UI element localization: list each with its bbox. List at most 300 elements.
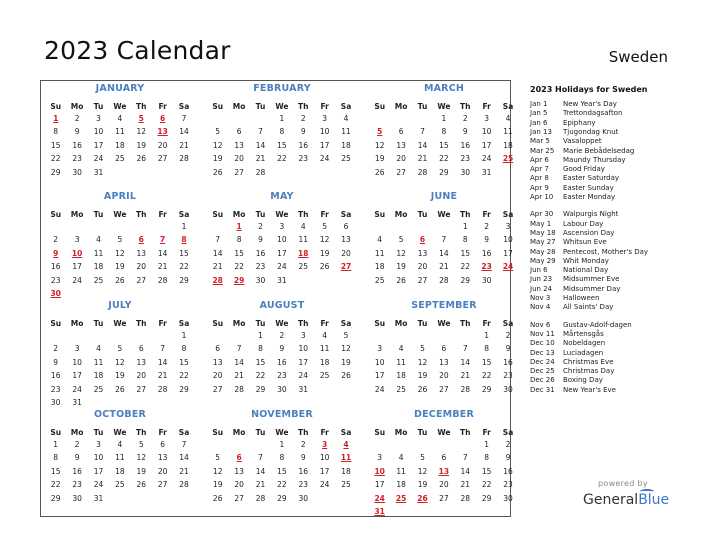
weekday-label: Th [298, 102, 309, 111]
weekday-label: Th [136, 428, 147, 437]
holiday-date: 10 [374, 466, 385, 476]
holiday-name: Luciadagen [563, 348, 604, 357]
week-row [207, 126, 357, 139]
day-cell: 15 [481, 466, 492, 476]
day-cell: 26 [396, 275, 406, 285]
day-cell: 8 [258, 344, 263, 354]
empty-cell [314, 384, 335, 397]
day-cell: 5 [215, 127, 221, 137]
day-cell: 6 [138, 344, 144, 354]
day-cell: 18 [503, 140, 513, 150]
month-name: MAY [270, 191, 294, 202]
day-cell: 18 [374, 262, 385, 272]
weekday-label: Sa [340, 319, 352, 328]
month-november [207, 409, 357, 506]
day-cell: 13 [212, 357, 223, 367]
holiday-date-label: Mar 5 [530, 137, 550, 146]
day-cell: 17 [72, 262, 82, 272]
week-row [369, 384, 519, 397]
day-cell: 31 [481, 167, 492, 177]
day-cell: 5 [117, 344, 123, 354]
empty-cell [314, 493, 335, 506]
day-cell: 31 [298, 384, 309, 394]
empty-cell [433, 221, 454, 234]
day-cell: 28 [179, 154, 189, 164]
month-name: JANUARY [95, 83, 145, 94]
week-row [45, 167, 195, 180]
day-cell: 19 [319, 248, 330, 258]
holiday-item [530, 109, 622, 117]
empty-cell [173, 167, 194, 180]
day-cell: 27 [396, 167, 406, 177]
holiday-date-label: Jan 1 [530, 100, 548, 108]
day-cell: 11 [396, 357, 406, 367]
weekday-label: Tu [417, 319, 428, 328]
day-cell: 20 [396, 154, 406, 164]
day-cell: 2 [484, 222, 490, 231]
empty-cell [250, 113, 271, 126]
holidays-title: 2023 Holidays for Sweden [530, 85, 648, 94]
empty-cell [497, 275, 518, 288]
day-cell: 11 [93, 248, 104, 258]
day-cell: 14 [157, 248, 168, 258]
day-cell: 2 [505, 331, 511, 340]
day-cell: 17 [277, 248, 287, 258]
holiday-name: New Year's Eve [563, 385, 616, 394]
holiday-name: Vasaloppet [563, 137, 602, 146]
day-cell: 21 [439, 262, 449, 272]
weekday-label: Tu [93, 102, 104, 111]
day-cell: 17 [93, 140, 104, 150]
week-row [207, 140, 357, 153]
day-cell: 10 [503, 235, 513, 245]
week-row [207, 113, 357, 126]
weekday-label: Tu [255, 102, 266, 111]
weekday-label: Sa [340, 102, 352, 111]
day-cell: 30 [298, 493, 309, 503]
day-cell: 27 [439, 384, 449, 394]
empty-cell [433, 330, 454, 343]
day-cell: 9 [484, 235, 490, 245]
weekday-label: Sa [502, 319, 514, 328]
day-cell: 29 [255, 384, 266, 394]
holiday-item [530, 358, 613, 366]
holiday-name: National Day [563, 266, 609, 275]
week-row [45, 357, 195, 370]
weekday-label: Tu [417, 210, 428, 219]
weekday-label: Tu [417, 428, 428, 437]
day-cell: 12 [396, 248, 406, 258]
week-row [45, 261, 195, 274]
empty-cell [335, 167, 356, 180]
day-cell: 27 [136, 384, 147, 394]
week-row [369, 493, 519, 506]
day-cell: 14 [255, 140, 266, 150]
day-cell: 22 [439, 154, 449, 164]
weekday-header [369, 209, 519, 221]
day-cell: 4 [398, 453, 404, 463]
empty-cell [497, 167, 518, 180]
day-cell: 1 [279, 114, 285, 123]
week-row [45, 439, 195, 452]
empty-cell [412, 330, 433, 343]
holiday-date-label: Apr 7 [530, 165, 549, 174]
day-cell: 25 [396, 384, 406, 394]
weekday-label: We [113, 102, 127, 111]
weekday-label: We [113, 319, 127, 328]
weekday-label: Mo [232, 428, 246, 437]
holiday-name: Easter Sunday [563, 183, 614, 192]
day-cell: 30 [481, 275, 492, 285]
holiday-name: All Saints' Day [563, 303, 614, 312]
month-april [45, 191, 195, 301]
month-september [369, 300, 519, 397]
day-cell: 17 [319, 140, 330, 150]
day-cell: 24 [481, 154, 492, 164]
weekday-label: We [437, 210, 451, 219]
holiday-date: 13 [157, 127, 168, 137]
day-cell: 15 [277, 466, 287, 476]
day-cell: 26 [341, 371, 351, 381]
day-cell: 4 [377, 235, 383, 245]
day-cell: 9 [279, 344, 285, 354]
powered-by-text: powered by [598, 479, 648, 488]
empty-cell [455, 330, 476, 343]
holiday-date: 26 [417, 493, 428, 503]
day-cell: 27 [234, 493, 244, 503]
day-cell: 11 [115, 453, 125, 463]
holiday-date: 24 [374, 493, 385, 503]
day-cell: 22 [481, 480, 492, 490]
day-cell: 7 [236, 344, 242, 354]
day-cell: 11 [341, 127, 351, 137]
empty-cell [390, 330, 411, 343]
day-cell: 29 [460, 275, 471, 285]
holiday-item [530, 147, 634, 155]
day-cell: 31 [277, 275, 287, 285]
day-cell: 20 [439, 371, 449, 381]
holiday-name: Mårtensgås [563, 329, 604, 338]
day-cell: 11 [115, 127, 125, 137]
holiday-item [530, 330, 604, 338]
day-cell: 20 [341, 248, 351, 258]
empty-cell [88, 330, 109, 343]
day-cell: 30 [503, 384, 513, 394]
day-cell: 23 [503, 480, 513, 490]
weekday-label: We [275, 319, 289, 328]
day-cell: 20 [136, 262, 147, 272]
day-cell: 30 [72, 167, 82, 177]
empty-cell [109, 221, 130, 234]
week-row [207, 330, 357, 343]
weekday-label: We [437, 428, 451, 437]
weekday-label: Tu [417, 102, 428, 111]
day-cell: 14 [460, 466, 471, 476]
holiday-name: Marie Bebådelsedag [563, 146, 635, 155]
day-cell: 24 [277, 262, 287, 272]
day-cell: 25 [341, 154, 351, 164]
weekday-label: Sa [178, 210, 190, 219]
week-row [207, 167, 357, 180]
day-cell: 16 [298, 140, 309, 150]
day-cell: 10 [93, 127, 104, 137]
day-cell: 3 [377, 453, 383, 463]
weekday-label: Su [374, 210, 386, 219]
weekday-label: Th [460, 428, 471, 437]
empty-cell [433, 506, 454, 519]
holiday-date: 25 [395, 493, 407, 503]
weekday-label: We [275, 428, 289, 437]
day-cell: 1 [441, 114, 447, 123]
day-cell: 17 [374, 371, 385, 381]
weekday-label: Mo [232, 210, 246, 219]
day-cell: 9 [462, 127, 468, 137]
empty-cell [390, 439, 411, 452]
day-cell: 16 [50, 262, 61, 272]
empty-cell [390, 113, 411, 126]
holiday-item [530, 321, 632, 329]
week-row [369, 452, 519, 465]
weekday-label: Su [374, 319, 386, 328]
empty-cell [131, 330, 152, 343]
holiday-name: Christmas Day [563, 367, 615, 376]
day-cell: 8 [484, 344, 490, 354]
week-row [369, 126, 519, 139]
day-cell: 21 [460, 480, 471, 490]
weekday-label: Fr [320, 319, 329, 328]
holiday-date-label: Jun 23 [530, 275, 553, 284]
holiday-item [530, 266, 608, 274]
weekday-label: Fr [158, 428, 167, 437]
day-cell: 5 [420, 453, 425, 463]
day-cell: 9 [74, 453, 80, 463]
holiday-item [530, 248, 648, 256]
day-cell: 29 [179, 384, 189, 394]
day-cell: 19 [374, 154, 385, 164]
day-cell: 4 [343, 114, 349, 123]
day-cell: 29 [50, 167, 61, 177]
day-cell: 15 [277, 140, 287, 150]
holiday-date: 24 [502, 262, 514, 272]
weekday-label: Tu [255, 428, 266, 437]
holiday-item [530, 193, 615, 201]
holiday-date-label: Apr 30 [530, 210, 554, 219]
day-cell: 19 [115, 371, 125, 381]
month-name: JULY [108, 300, 132, 311]
weekday-label: Mo [394, 210, 408, 219]
day-cell: 23 [72, 154, 82, 164]
holiday-date: 6 [160, 114, 166, 123]
day-cell: 15 [460, 248, 471, 258]
holiday-date-label: Nov 3 [530, 294, 551, 302]
day-cell: 25 [374, 275, 385, 285]
month-may [207, 191, 357, 288]
holiday-name: Ascension Day [563, 228, 615, 237]
empty-cell [131, 493, 152, 506]
day-cell: 25 [93, 275, 104, 285]
month-name: SEPTEMBER [411, 300, 477, 311]
day-cell: 30 [503, 493, 513, 503]
day-cell: 2 [74, 440, 80, 449]
day-cell: 22 [50, 154, 61, 164]
day-cell: 7 [181, 440, 187, 449]
month-name: DECEMBER [414, 409, 474, 420]
holiday-date-label: Apr 6 [530, 155, 549, 164]
empty-cell [433, 439, 454, 452]
empty-cell [412, 113, 433, 126]
day-cell: 2 [74, 114, 80, 123]
day-cell: 23 [50, 384, 61, 394]
holiday-date: 5 [377, 127, 383, 137]
day-cell: 22 [179, 262, 189, 272]
day-cell: 13 [234, 466, 244, 476]
day-cell: 11 [503, 127, 513, 137]
day-cell: 16 [298, 466, 309, 476]
holiday-date-label: Jan 6 [530, 118, 548, 127]
month-name: MARCH [423, 83, 465, 94]
day-cell: 13 [439, 357, 449, 367]
holiday-date-label: Dec 13 [530, 348, 555, 357]
day-cell: 19 [212, 154, 223, 164]
day-cell: 23 [298, 154, 309, 164]
month-name: NOVEMBER [251, 409, 313, 420]
week-row [207, 439, 357, 452]
week-row [207, 221, 357, 234]
week-row [369, 506, 519, 519]
week-row [369, 167, 519, 180]
week-row [369, 113, 519, 126]
day-cell: 24 [319, 480, 330, 490]
day-cell: 5 [322, 222, 328, 231]
day-cell: 19 [115, 262, 125, 272]
day-cell: 10 [319, 127, 330, 137]
holiday-item [530, 184, 614, 192]
day-cell: 25 [319, 371, 330, 381]
day-cell: 14 [417, 140, 428, 150]
day-cell: 28 [460, 493, 471, 503]
empty-cell [173, 493, 194, 506]
week-row [369, 479, 519, 492]
holiday-item [530, 165, 605, 173]
holiday-item [530, 376, 603, 384]
month-october [45, 409, 195, 506]
day-cell: 4 [96, 344, 101, 354]
day-cell: 16 [72, 140, 82, 150]
weekday-label: Fr [320, 428, 329, 437]
day-cell: 9 [74, 127, 80, 137]
week-row [45, 234, 195, 247]
day-cell: 23 [277, 371, 287, 381]
weekday-label: Mo [70, 428, 84, 437]
week-row [207, 343, 357, 356]
weekday-label: Fr [482, 428, 491, 437]
holiday-date-label: May 1 [530, 219, 552, 228]
day-cell: 19 [136, 466, 147, 476]
day-cell: 24 [93, 480, 104, 490]
day-cell: 1 [484, 331, 490, 340]
day-cell: 29 [179, 275, 189, 285]
day-cell: 30 [255, 275, 266, 285]
day-cell: 14 [439, 248, 449, 258]
holiday-date: 31 [374, 506, 385, 516]
week-row [369, 343, 519, 356]
day-cell: 12 [212, 140, 223, 150]
day-cell: 7 [258, 127, 263, 137]
week-row [207, 466, 357, 479]
empty-cell [335, 493, 356, 506]
weekday-label: Th [136, 210, 147, 219]
day-cell: 28 [460, 384, 471, 394]
day-cell: 3 [74, 344, 80, 354]
day-cell: 2 [505, 440, 511, 449]
day-cell: 25 [341, 480, 351, 490]
holiday-item [530, 229, 614, 237]
weekday-label: Sa [178, 102, 190, 111]
holiday-date: 9 [53, 248, 59, 258]
day-cell: 10 [319, 453, 330, 463]
day-cell: 7 [441, 235, 447, 245]
weekday-label: Su [212, 428, 224, 437]
day-cell: 20 [136, 371, 147, 381]
weekday-label: Su [50, 428, 62, 437]
day-cell: 9 [258, 235, 263, 245]
holiday-date: 8 [181, 235, 187, 245]
day-cell: 11 [298, 235, 309, 245]
day-cell: 15 [179, 357, 189, 367]
day-cell: 13 [417, 248, 428, 258]
day-cell: 24 [374, 384, 385, 394]
holiday-date-label: Jun 6 [530, 266, 548, 275]
empty-cell [335, 384, 356, 397]
day-cell: 30 [460, 167, 471, 177]
brand-logo[interactable] [583, 492, 669, 508]
week-row [207, 384, 357, 397]
weekday-header [369, 318, 519, 330]
day-cell: 26 [319, 262, 330, 272]
weekday-label: Tu [255, 210, 266, 219]
empty-cell [207, 113, 228, 126]
day-cell: 17 [503, 248, 513, 258]
day-cell: 8 [462, 235, 468, 245]
day-cell: 15 [481, 357, 492, 367]
weekday-label: Sa [178, 319, 190, 328]
day-cell: 23 [72, 480, 82, 490]
empty-cell [131, 167, 152, 180]
empty-cell [109, 493, 130, 506]
week-row [207, 261, 357, 274]
holiday-date: 29 [233, 275, 245, 285]
empty-cell [66, 330, 87, 343]
weekday-label: Th [298, 210, 309, 219]
day-cell: 12 [374, 140, 385, 150]
weekday-label: Su [212, 319, 224, 328]
day-cell: 11 [93, 357, 104, 367]
holiday-item [530, 210, 618, 218]
week-row [45, 466, 195, 479]
day-cell: 24 [298, 371, 309, 381]
week-row [45, 248, 195, 261]
empty-cell [390, 506, 411, 519]
day-cell: 27 [234, 167, 244, 177]
holiday-item [530, 100, 617, 108]
day-cell: 10 [481, 127, 492, 137]
brand-name-general: General [583, 492, 639, 508]
week-row [45, 343, 195, 356]
day-cell: 30 [72, 493, 82, 503]
holiday-date: 23 [481, 262, 492, 272]
empty-cell [152, 167, 173, 180]
holiday-item [530, 285, 620, 293]
